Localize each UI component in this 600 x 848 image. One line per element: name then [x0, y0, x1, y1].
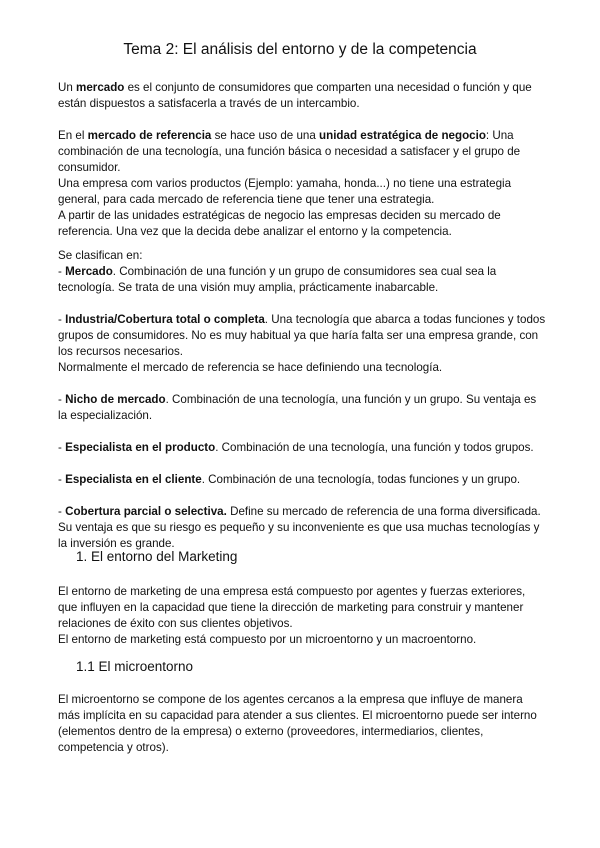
section-heading-microentorno: 1.1 El microentorno [76, 659, 194, 674]
page-title: Tema 2: El análisis del entorno y de la competencia [123, 41, 477, 58]
paragraph-mercado: Un mercado es el conjunto de consumidores que comparten una necesidad o función y que están dispuestos a satisfacerla a través de un intercambio. [58, 81, 532, 110]
classification-intro: Se clasifican en: [58, 249, 143, 262]
list-item: - Industria/Cobertura total o completa. Una tecnología que abarca a todas funciones y todos grupos de consumidores. No es muy habitual ya que haría falta ser una empresa grande, con los recursos necesarios. [58, 313, 546, 358]
paragraph-line: A partir de las unidades estratégicas de negocio las empresas deciden su mercado de referencia. Una vez que la decida debe analizar el entorno y la competencia. [58, 209, 501, 238]
section-heading-entorno: 1. El entorno del Marketing [76, 549, 238, 564]
classification-list [58, 248, 546, 552]
list-item: - Especialista en el cliente. Combinación de una tecnología, todas funciones y un grupo. [58, 473, 521, 486]
paragraph-mercado-referencia: En el mercado de referencia se hace uso de una unidad estratégica de negocio: Una combinación de una tecnología, una función básica o necesidad a satisfacer y el grupo de consumidor. Una empresa com varios productos (Ejemplo: yamaha, honda...) no tiene una estrategia general, para cada mercado de referencia tiene que tener una estrategia. A partir de las unidades estratégicas de negocio las empresas deciden su mercado de referencia. Una vez que la decida debe analizar el entorno y la competencia. [58, 128, 546, 240]
list-item: - Especialista en el producto. Combinación de una tecnología, una función y todos grupos. [58, 441, 534, 454]
list-item: - Cobertura parcial o selectiva. Define su mercado de referencia de una forma diversificada. Su ventaja es que su riesgo es pequeño y su inconveniente es que usa muchas tecnologías y la inversión es grande. [58, 505, 541, 550]
list-item: - Mercado. Combinación de una función y un grupo de consumidores sea cual sea la tecnología. Se trata de una visión muy amplia, prácticamente inabarcable. [58, 265, 497, 294]
paragraph-line: Una empresa com varios productos (Ejemplo: yamaha, honda...) no tiene una estrategia general, para cada mercado de referencia tiene que tener una estrategia. [58, 177, 512, 206]
paragraph-entorno: El entorno de marketing de una empresa está compuesto por agentes y fuerzas exteriores, que influyen en la capacidad que tiene la dirección de marketing para construir y mantener relaciones de éxito con sus clientes objetivos. El entorno de marketing está compuesto por un microentorno y un macroentorno. [58, 585, 526, 646]
list-item-note: Normalmente el mercado de referencia se hace definiendo una tecnología. [58, 361, 443, 374]
paragraph-microentorno: El microentorno se compone de los agentes cercanos a la empresa que influye de manera más implícita en su capacidad para atender a sus clientes. El microentorno puede ser interno (elementos dentro de la empresa) o externo (proveedores, intermediarios, clientes, competencia y otros). [58, 693, 537, 754]
term-unidad-estrategica: unidad estratégica de negocio [319, 129, 486, 142]
term-mercado-referencia: mercado de referencia [87, 129, 212, 142]
term-mercado: mercado [76, 81, 125, 94]
list-item: - Nicho de mercado. Combinación de una tecnología, una función y un grupo. Su ventaja es la especialización. [58, 393, 537, 422]
